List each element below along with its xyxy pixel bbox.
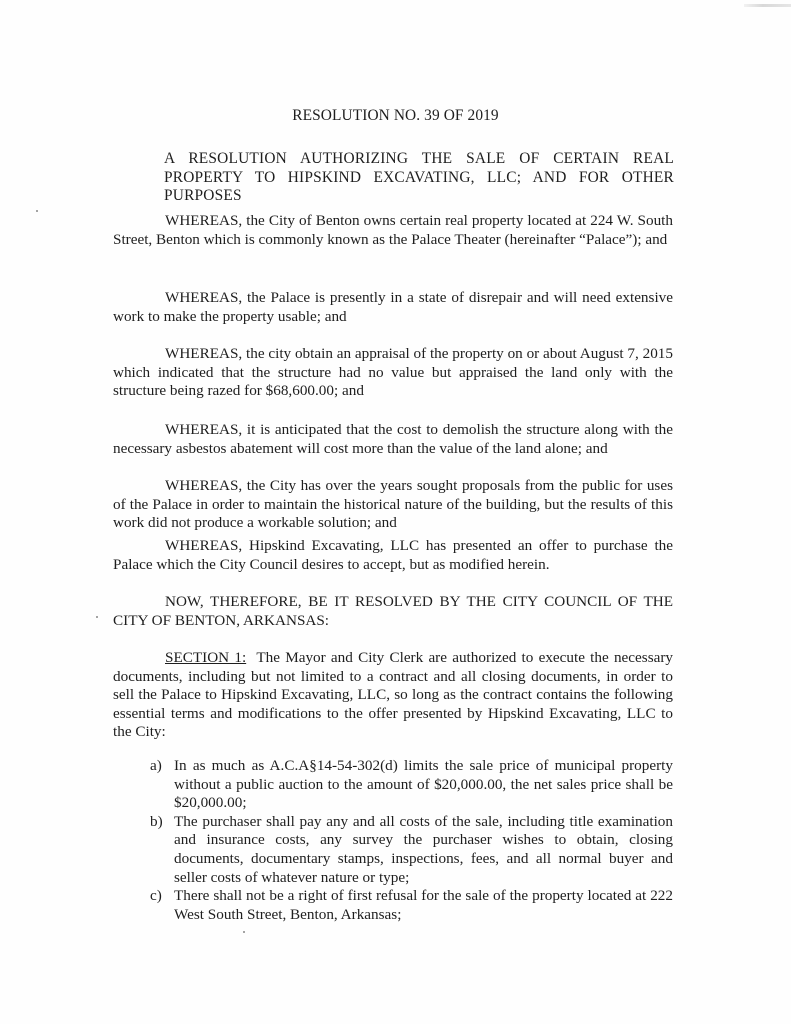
term-marker: c) bbox=[150, 887, 162, 905]
term-marker: b) bbox=[150, 812, 163, 830]
whereas-paragraph bbox=[113, 477, 673, 533]
whereas-paragraph bbox=[113, 212, 673, 249]
term-marker: a) bbox=[150, 757, 162, 774]
scan-artifact bbox=[744, 4, 791, 7]
term-text: In as much as A.C.A§14-54-302(d) limits the sale price of municipal property without a public auction to the amount of $20,000.00, the net sales price shall be $20,000.00; bbox=[174, 757, 673, 812]
term-item bbox=[150, 887, 673, 924]
resolution-title: RESOLUTION NO. 39 OF 2019 bbox=[292, 107, 499, 124]
term-item bbox=[150, 757, 673, 813]
scan-speck bbox=[36, 210, 38, 212]
whereas-text: WHEREAS, the Palace is presently in a state of disrepair and will need extensive work to make the property usable; and bbox=[113, 289, 673, 325]
term-text: There shall not be a right of first refusal for the sale of the property located at 222 West South Street, Benton, Arkansas; bbox=[174, 887, 673, 923]
term-item bbox=[150, 813, 673, 887]
section-1 bbox=[113, 649, 673, 742]
resolved-clause bbox=[113, 593, 673, 630]
section-1-text: The Mayor and City Clerk are authorized to execute the necessary documents, including but not limited to a contract and all closing documents, in order to sell the Palace to Hipskind Excavating, LLC, so long as the contract contains the following essential terms and modifications to the offer presented by Hipskind Excavating, LLC to the City: bbox=[113, 649, 673, 741]
whereas-paragraph bbox=[113, 289, 673, 326]
section-1-label: SECTION 1: bbox=[165, 649, 247, 666]
term-text: The purchaser shall pay any and all costs of the sale, including title examination and insurance costs, any survey the purchaser wishes to obtain, closing documents, documentary stamps, inspections, fees, and all normal buyer and seller costs of whatever nature or type; bbox=[174, 812, 673, 886]
whereas-text: WHEREAS, it is anticipated that the cost to demolish the structure along with the necessary asbestos abatement will cost more than the value of the land alone; and bbox=[113, 421, 673, 457]
whereas-paragraph bbox=[113, 421, 673, 458]
scan-speck bbox=[243, 931, 245, 933]
terms-list bbox=[150, 757, 673, 924]
resolved-text: NOW, THEREFORE, BE IT RESOLVED BY THE CITY COUNCIL OF THE CITY OF BENTON, ARKANSAS: bbox=[113, 593, 673, 629]
whereas-text: WHEREAS, Hipskind Excavating, LLC has presented an offer to purchase the Palace which the City Council desires to accept, but as modified herein. bbox=[113, 537, 673, 573]
whereas-text: WHEREAS, the City of Benton owns certain real property located at 224 W. South Street, Benton which is commonly known as the Palace Theater (hereinafter “Palace”); and bbox=[113, 212, 673, 248]
whereas-text: WHEREAS, the city obtain an appraisal of the property on or about August 7, 2015 which indicated that the structure had no value but appraised the land only with the structure being razed for $68,600.00; and bbox=[113, 345, 673, 400]
whereas-paragraph bbox=[113, 537, 673, 574]
scan-speck bbox=[96, 616, 98, 618]
resolution-subtitle: A RESOLUTION AUTHORIZING THE SALE OF CERTAIN REAL PROPERTY TO HIPSKIND EXCAVATING, LLC; AND FOR OTHER PURPOSES bbox=[164, 150, 674, 205]
whereas-paragraph bbox=[113, 345, 673, 401]
whereas-text: WHEREAS, the City has over the years sought proposals from the public for uses of the Palace in order to maintain the historical nature of the building, but the results of this work did not produce a workable solution; and bbox=[113, 477, 673, 532]
